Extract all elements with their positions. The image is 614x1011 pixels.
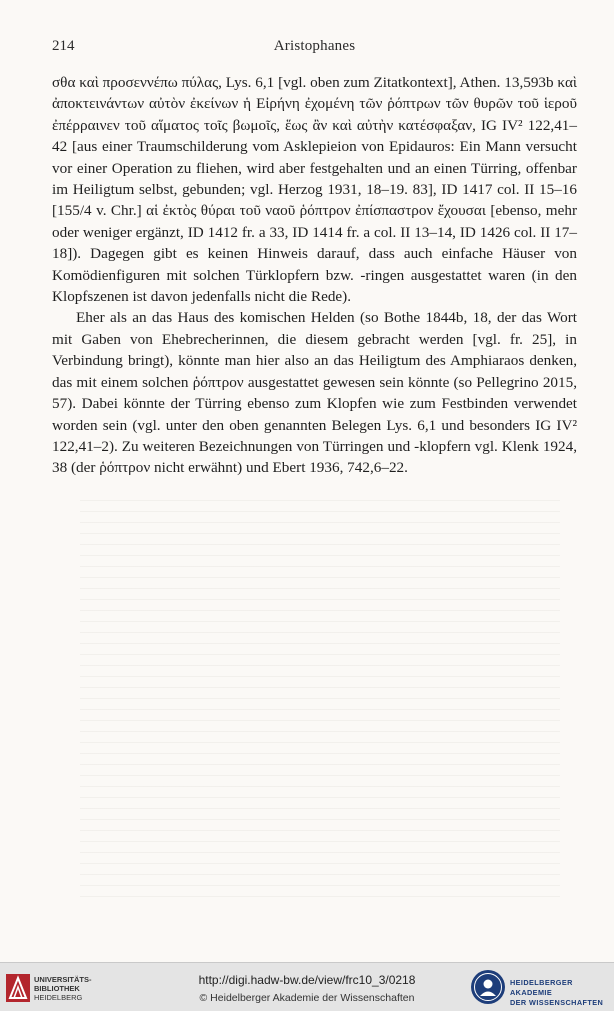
running-title: Aristophanes bbox=[273, 38, 356, 54]
paragraph-1: σθα καὶ προσεννέπω πύλας, Lys. 6,1 [vgl. oben zum Zitatkontext], Athen. 13,593b καὶ ἀποκτεινάντων αὐτὸν ἐκείνων ἡ Εἰρήνη ἐχομένη τῶν ῥόπτρων τῶν θυρῶν τοῦ ἱεροῦ ἐπέρραινεν τοῦ αἵματος τοῖς βωμοῖς, ἕως ἂν καὶ αὐτὴν κατέσφαξαν, IG IV² 122,41–42 [aus einer Traumschilderung vom Asklepieion von Epidauros: Ein Mann versucht vor einer Operation zu fliehen, wird aber festgehalten und an einen Türring, offenbar im Heiligtum selbst, gebunden; vgl. Herzog 1931, 18–19. 83], ID 1417 col. II 15–16 [155/4 v. Chr.] αἱ ἐκτὸς θύραι τοῦ ναοῦ ῥόπτρον ἐπίσπαστρον ἔχουσαι [ebenso, mehr oder weniger ergänzt, ID 1412 fr. a 33, ID 1414 fr. a col. II 13–14, ID 1426 col. II 17–18]). Dagegen gibt es keinen Hinweis darauf, dass auch einfache Häuser von Komödienfiguren mit solchen Türklopfern bzw. -ringen ausgestattet waren (in den Klopfszenen ist davon jedenfalls nicht die Rede). bbox=[52, 74, 577, 306]
library-logo-line-1: UNIVERSITÄTS- bbox=[34, 975, 92, 984]
viewer-footer bbox=[0, 962, 614, 1011]
academy-logo-line-1: HEIDELBERGER AKADEMIE bbox=[510, 978, 573, 997]
body-text bbox=[52, 72, 577, 479]
paragraph-2: Eher als an das Haus des komischen Helden (so Bothe 1844b, 18, der das Wort mit Gaben von Ehebrecherinnen, die diesem gebracht werden [vgl. fr. 25], in Verbindung bringt), könnte man hier also an das Heiligtum des Amphiaraos denken, das mit einem solchen ῥόπτρον ausgestattet gewesen sein könnte (so Pellegrino 2015, 57). Dabei könnte der Türring ebenso zum Klopfen wie zum Festbinden verwendet worden sein (vgl. unter den oben genannten Belegen Lys. 6,1 und besonders IG IV² 122,41–2). Zu weiteren Bezeichnungen von Türringen und -klopfern vgl. Klenk 1924, 38 (der ῥόπτρον nicht erwähnt) und Ebert 1936, 742,6–22. bbox=[52, 309, 577, 477]
show-through-text bbox=[80, 500, 560, 900]
academy-logo-line-2: DER WISSENSCHAFTEN bbox=[510, 998, 604, 1007]
library-logo-line-2: BIBLIOTHEK bbox=[34, 984, 80, 993]
academy-logo[interactable] bbox=[470, 969, 610, 1007]
page-header bbox=[52, 38, 577, 58]
academy-logo-text bbox=[510, 978, 610, 1008]
page-url-link[interactable]: http://digi.hadw-bw.de/view/frc10_3/0218 bbox=[198, 973, 416, 987]
copyright-notice: © Heidelberger Akademie der Wissenschaften bbox=[199, 992, 415, 1004]
library-logo-line-3: HEIDELBERG bbox=[34, 993, 83, 1002]
academy-seal-icon bbox=[470, 969, 506, 1005]
page-number: 214 bbox=[52, 38, 75, 54]
